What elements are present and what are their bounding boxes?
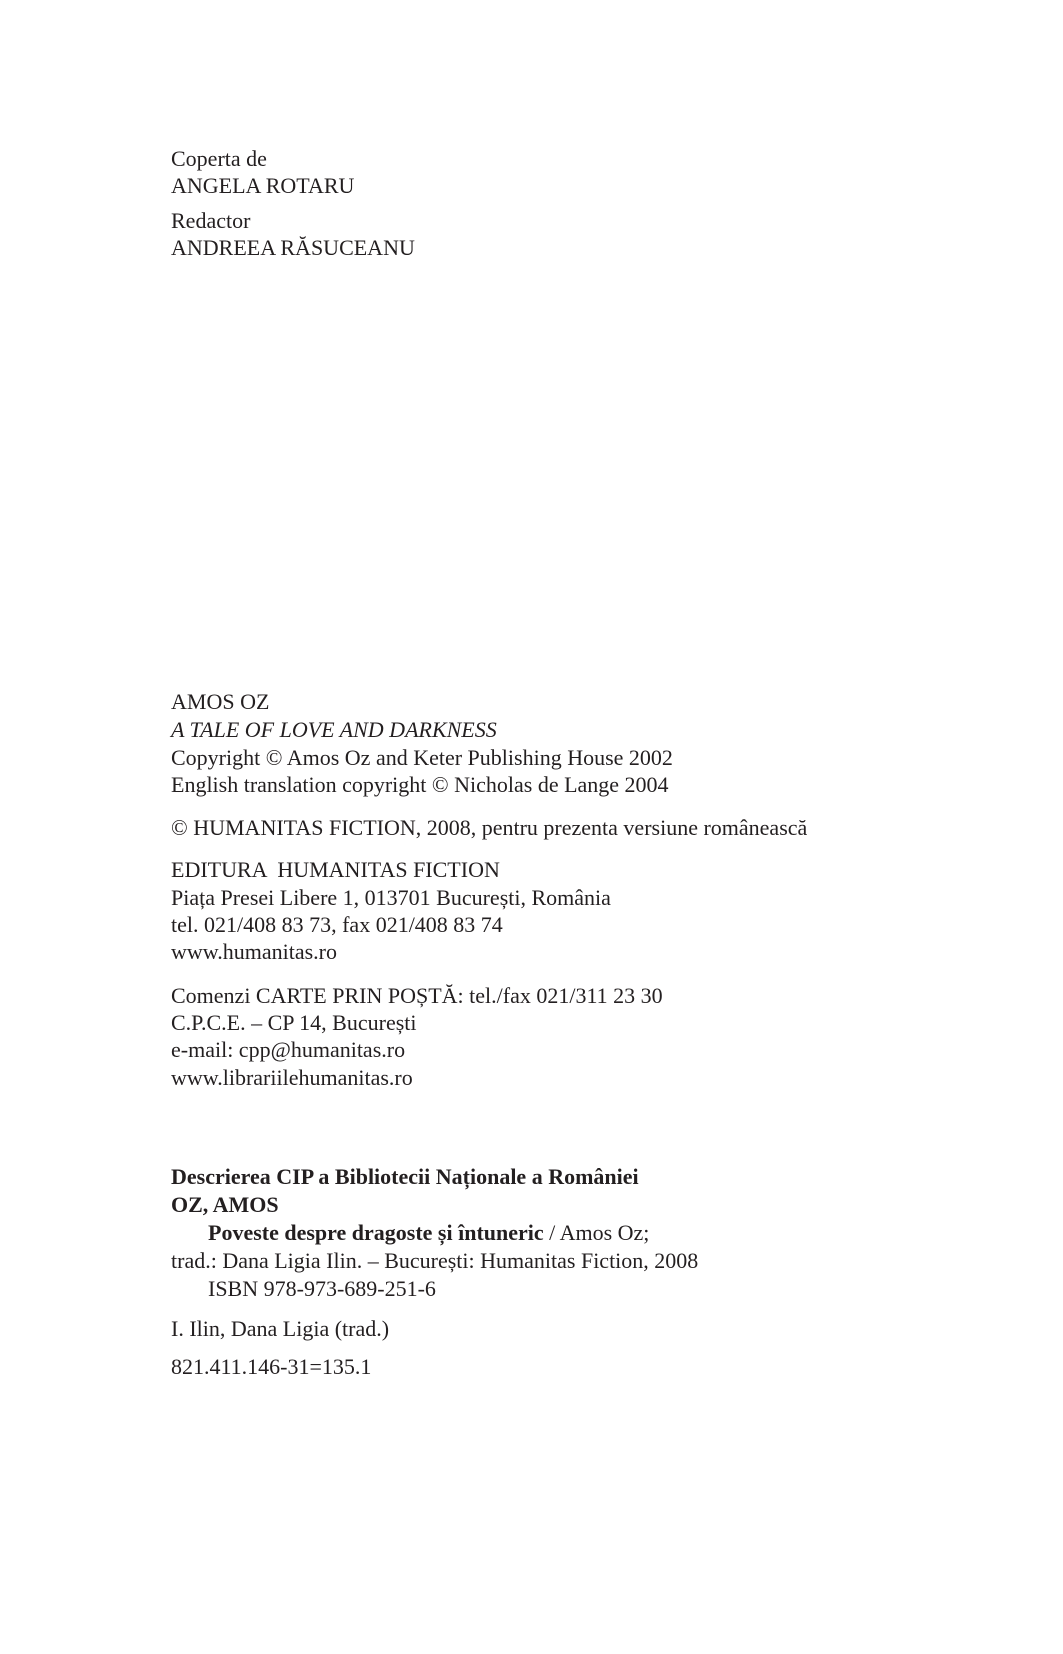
cip-translation: trad.: Dana Ligia Ilin. – București: Humanitas Fiction, 2008	[171, 1248, 699, 1273]
cover-designer: ANGELA ROTARU	[171, 173, 355, 198]
copyright-line: Copyright © Amos Oz and Keter Publishing House 2002	[171, 745, 673, 770]
cover-label: Coperta de	[171, 146, 267, 171]
cip-classification: 821.411.146-31=135.1	[171, 1354, 372, 1379]
editor-name: ANDREEA RĂSUCEANU	[171, 235, 415, 260]
orders-line: Comenzi CARTE PRIN POȘTĂ: tel./fax 021/311 23 30	[171, 983, 663, 1008]
publisher-phone: tel. 021/408 83 73, fax 021/408 83 74	[171, 912, 503, 937]
romanian-copyright: © HUMANITAS FICTION, 2008, pentru prezenta versiune românească	[171, 815, 808, 840]
orders-website: www.librariilehumanitas.ro	[171, 1065, 413, 1090]
publisher-name: EDITURA HUMANITAS FICTION	[171, 857, 500, 882]
translation-copyright: English translation copyright © Nicholas de Lange 2004	[171, 772, 669, 797]
cip-translator-entry: I. Ilin, Dana Ligia (trad.)	[171, 1316, 390, 1341]
cip-heading: Descrierea CIP a Bibliotecii Naționale a României	[171, 1164, 639, 1189]
publisher-website: www.humanitas.ro	[171, 939, 337, 964]
cip-isbn: ISBN 978-973-689-251-6	[208, 1276, 436, 1301]
cip-author: OZ, AMOS	[171, 1192, 279, 1217]
cip-title: Poveste despre dragoste și întuneric	[208, 1220, 544, 1245]
cip-title-suffix: / Amos Oz;	[543, 1220, 650, 1245]
cip-title-line	[208, 1220, 649, 1246]
publisher-address: Piața Presei Libere 1, 013701 București, România	[171, 885, 611, 910]
original-title: A TALE OF LOVE AND DARKNESS	[171, 717, 497, 742]
author: AMOS OZ	[171, 689, 270, 714]
orders-postbox: C.P.C.E. – CP 14, București	[171, 1010, 417, 1035]
editor-label: Redactor	[171, 208, 251, 233]
orders-email: e-mail: cpp@humanitas.ro	[171, 1037, 406, 1062]
